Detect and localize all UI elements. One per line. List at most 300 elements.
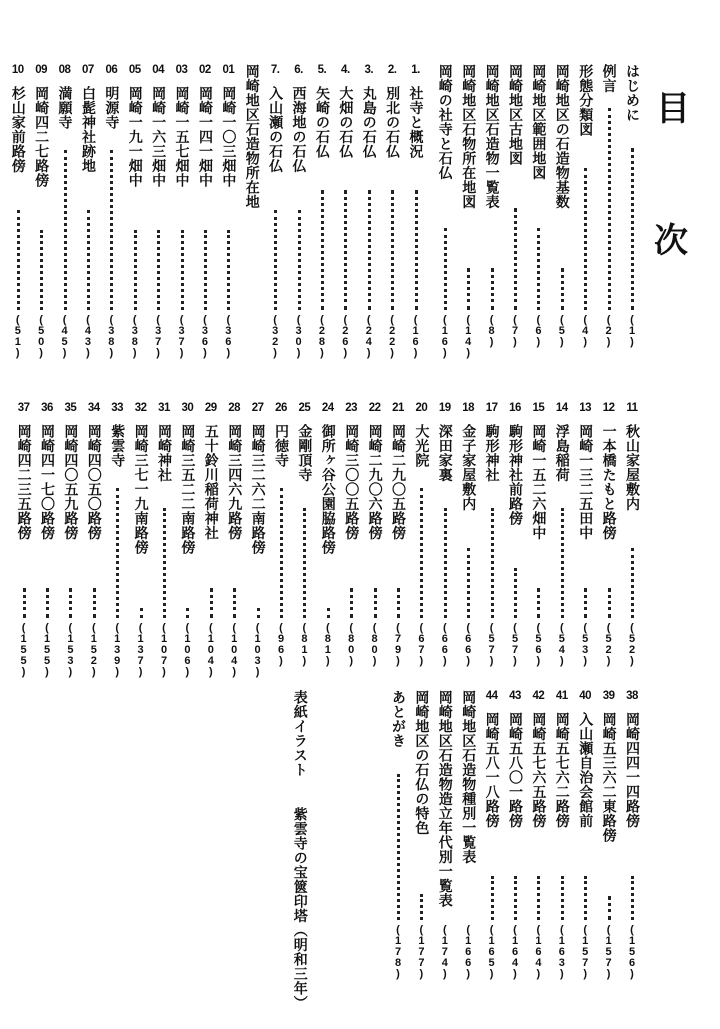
toc-entry[interactable] [435,690,455,1000]
toc-entry-label: 岡崎三〇〇五路傍 [343,424,360,540]
toc-entry-page: (96) [275,622,287,666]
toc-entry[interactable] [382,64,402,390]
toc-dot-leader [584,876,587,920]
toc-dot-leader [561,508,564,618]
toc-entry-page: (139) [111,622,124,677]
toc-entry-label: 岡崎三七一九南路傍 [132,424,149,555]
toc-entry-label: 岡崎地区の石仏の特色 [413,690,430,835]
toc-entry[interactable] [341,402,361,698]
toc-entry-label: 大畑の石仏 [337,86,354,159]
toc-entry[interactable] [388,690,408,1000]
toc-entry-page: (14) [462,314,475,358]
toc-entry[interactable] [411,402,431,698]
toc-entry-number: 23 [345,402,358,414]
toc-entry-number: 18 [462,402,475,414]
toc-entry-number: 40 [579,690,592,702]
toc-entry-label: 秋山家屋敷内 [624,424,640,511]
toc-entry-label: 岡崎地区石造物一覧表 [483,64,500,209]
toc-entry-number: 2. [387,64,397,76]
toc-entry-label: 岡崎四四一四路傍 [624,712,640,828]
toc-entry[interactable] [528,690,548,1000]
toc-dot-leader [491,876,494,920]
toc-entry-page: (137) [134,622,147,677]
toc-entry-page: (37) [175,314,188,358]
toc-entry-number: 39 [602,690,615,702]
toc-entry[interactable] [435,402,455,698]
toc-entry-page: (52) [602,622,615,666]
toc-entry-label: 岡崎一四一畑中 [196,86,213,188]
toc-entry-number: 42 [532,690,545,702]
toc-entry-number: 3. [364,64,374,76]
toc-entry-label: 一本橋たもと路傍 [600,424,617,540]
toc-entry[interactable] [55,64,75,390]
toc-entry[interactable] [411,690,431,1000]
toc-entry-page: (50) [35,314,48,358]
toc-dot-leader [64,150,67,310]
toc-entry-page: (37) [152,314,165,358]
toc-entry-label: 岡崎神社 [156,424,172,482]
toc-entry-page: (36) [198,314,211,358]
toc-entry[interactable] [388,402,408,698]
toc-entry-page: (104) [204,622,217,677]
toc-dot-leader [420,894,423,920]
toc-dot-leader [23,588,26,618]
toc-entry-label: 岡崎四〇五九路傍 [62,424,79,540]
toc-entry-page: (155) [41,622,53,677]
toc-entry-number: 6. [294,64,303,76]
toc-entry-page: (36) [222,314,235,358]
toc-entry-label: 岡崎五八〇一路傍 [507,712,523,828]
toc-dot-leader [415,190,418,310]
toc-entry[interactable] [505,402,525,698]
toc-entry[interactable] [552,64,572,390]
toc-entry-page: (24) [362,314,375,358]
toc-entry-page: (106) [181,622,194,677]
toc-dot-leader [163,508,166,618]
toc-dot-leader [69,588,72,618]
toc-entry-label: 岡崎二九〇六路傍 [366,424,383,540]
toc-entry-number: 31 [158,402,170,414]
toc-entry[interactable] [224,402,244,698]
toc-entry-page: (1) [626,314,638,347]
toc-entry-number: 32 [134,402,147,414]
toc-dot-leader [303,508,306,618]
toc-entry-number: 08 [58,64,71,76]
toc-entry-label: 岡崎地区の石造物基数 [553,64,570,209]
toc-entry-label: 岡崎五三六二東路傍 [600,712,617,843]
toc-dot-leader [584,168,587,310]
toc-entry-page: (5) [555,314,568,347]
toc-dot-leader [397,588,400,618]
toc-entry-number: 38 [626,690,638,702]
toc-entry[interactable] [575,64,595,390]
toc-entry[interactable] [406,64,426,390]
toc-entry[interactable] [505,64,525,390]
toc-entry[interactable] [528,64,548,390]
toc-dot-leader [608,896,611,920]
toc-entry[interactable] [107,402,127,698]
toc-entry-page: (104) [228,622,241,677]
toc-entry[interactable] [154,402,174,698]
toc-dot-leader [491,268,494,310]
toc-entry-page: (152) [87,622,100,677]
toc-entry-label: 別北の石仏 [384,86,401,159]
toc-entry-number: 34 [87,402,100,414]
toc-entry[interactable] [125,64,145,390]
toc-entry-page: (166) [462,924,475,979]
toc-entry-page: (26) [339,314,352,358]
toc-dot-leader [608,588,611,618]
toc-entry-number: 07 [82,64,94,76]
toc-dot-leader [257,608,260,618]
toc-dot-leader [420,488,423,618]
toc-entry-number: 35 [64,402,77,414]
toc-entry[interactable] [505,690,525,1000]
toc-entry-label: 金剛頂寺 [296,424,313,482]
toc-entry-label: 五十鈴川稲荷神社 [202,424,219,540]
toc-entry-label: 岡崎一〇三畑中 [220,86,237,188]
toc-title-char-2: 次 [654,221,688,261]
toc-entry-page: (66) [438,622,451,666]
toc-entry-page: (6) [532,314,545,347]
toc-dot-leader [87,210,90,310]
caption-heading: 表紙イラスト [291,690,308,777]
toc-dot-leader [444,508,447,618]
toc-entry-number: 15 [532,402,545,414]
caption-text: 紫雲寺の宝篋印塔（明和三年） [291,807,308,1010]
toc-entry-label: 岡崎四〇五〇路傍 [85,424,102,540]
toc-entry-page: (80) [368,622,381,666]
toc-entry-page: (177) [415,924,428,979]
toc-entry-label: 岡崎三四六九路傍 [226,424,243,540]
toc-entry-label: 駒形神社 [483,424,500,482]
toc-entry-label: 社寺と概況 [407,86,424,159]
toc-entry-number: 03 [175,64,188,76]
toc-dot-leader [327,608,330,618]
toc-entry-label: 岡崎四二三五路傍 [15,424,32,540]
toc-entry-label: 岡崎三二六二南路傍 [249,424,266,555]
toc-entry-label: 岡崎の社寺と石仏 [436,64,453,180]
toc-dot-leader [210,588,213,618]
cover-illustration-caption [290,690,310,1010]
toc-dot-leader [391,190,394,310]
toc-entry-page: (2) [602,314,615,347]
toc-dot-leader [321,190,324,310]
toc-entry-label: 岡崎地区範囲地図 [530,64,547,180]
toc-dot-leader [298,210,301,310]
toc-dot-leader [537,228,540,310]
toc-entry[interactable] [599,402,619,698]
toc-entry-label: 岡崎三五二二南路傍 [179,424,196,555]
toc-dot-leader [444,228,447,310]
toc-entry-number: 33 [111,402,124,414]
toc-dot-leader [46,588,49,618]
toc-entry[interactable] [101,64,121,390]
toc-entry-label: 岡崎五七六五路傍 [530,712,547,828]
toc-entry-label: 入山瀬の石仏 [267,86,284,173]
toc-entry-label: 岡崎地区石造物種別一覧表 [460,690,477,864]
toc-entry-number: 7. [270,64,280,76]
toc-entry[interactable] [265,64,285,390]
toc-entry-number: 36 [41,402,53,414]
toc-entry-number: 09 [35,64,48,76]
toc-entry-label: 杉山家前路傍 [9,86,26,173]
toc-dot-leader [116,488,119,618]
toc-dot-leader [93,588,96,618]
toc-entry[interactable] [289,64,309,390]
toc-entry-page: (81) [298,622,311,666]
toc-dot-leader [350,588,353,618]
toc-dot-leader [181,230,184,310]
toc-entry-page: (52) [626,622,638,666]
toc-dot-leader [561,268,564,310]
toc-entry-number: 13 [579,402,592,414]
toc-entry[interactable] [482,690,502,1000]
toc-entry-number: 06 [105,64,118,76]
toc-entry-label: 駒形神社前路傍 [507,424,523,526]
toc-dot-leader [537,876,540,920]
toc-entry[interactable] [622,64,642,390]
toc-entry[interactable] [458,402,478,698]
toc-entry[interactable] [599,690,619,1000]
toc-entry[interactable] [177,402,197,698]
toc-entry-page: (28) [315,314,328,358]
toc-entry[interactable] [575,402,595,698]
toc-dot-leader [608,108,611,310]
toc-entry-page: (57) [485,622,498,666]
toc-dot-leader [274,210,277,310]
toc-entry-number: 20 [415,402,428,414]
toc-entry[interactable] [78,64,98,390]
toc-entry[interactable] [195,64,215,390]
toc-entry[interactable] [552,690,572,1000]
toc-entry[interactable] [271,402,291,698]
toc-entry-label: 明源寺 [103,86,120,130]
toc-entry-number: 17 [485,402,498,414]
toc-entry-page: (164) [532,924,545,979]
toc-dot-leader [374,588,377,618]
toc-entry-label: あとがき [390,690,406,748]
toc-entry-label: 満願寺 [56,86,73,130]
toc-entry[interactable] [528,402,548,698]
toc-entry-page: (8) [485,314,498,347]
toc-entry-page: (38) [105,314,118,358]
toc-entry[interactable] [458,690,478,1000]
toc-entry-page: (4) [579,314,592,347]
toc-entry-page: (16) [409,314,422,358]
toc-entry-number: 24 [321,402,334,414]
toc-entry-number: 26 [275,402,287,414]
toc-entry-label: 丸島の石仏 [360,86,377,159]
toc-dot-leader [233,588,236,618]
toc-dot-leader [17,210,20,310]
toc-entry[interactable] [365,402,385,698]
toc-entry-label: 岡崎地区石造物造立年代別一覧表 [436,690,453,908]
toc-entry-page: (156) [626,924,638,979]
toc-entry-number: 4. [341,64,350,76]
toc-entry-label: 円徳寺 [273,424,289,468]
toc-entry-number: 04 [152,64,165,76]
toc-entry[interactable] [8,64,28,390]
toc-entry[interactable] [622,402,642,698]
toc-entry-number: 37 [17,402,30,414]
toc-entry[interactable] [14,402,34,698]
toc-entry-number: 02 [199,64,211,76]
toc-dot-leader [561,876,564,920]
toc-entry-label: 岡崎四一七〇路傍 [39,424,55,540]
toc-dot-leader [186,608,189,618]
toc-entry-page: (43) [81,314,94,358]
toc-entry[interactable] [435,64,455,390]
toc-dot-leader [537,588,540,618]
toc-entry-label: 岡崎二九〇五路傍 [390,424,406,540]
toc-entry-page: (79) [392,622,404,666]
toc-entry-label: 岡崎四二七路傍 [33,86,50,188]
toc-entry[interactable] [359,64,379,390]
toc-dot-leader [227,230,230,310]
toc-entry-page: (165) [485,924,498,979]
toc-entry-number: 16 [509,402,521,414]
toc-entry-page: (57) [509,622,521,666]
toc-entry-page: (80) [345,622,358,666]
toc-entry-number: 43 [509,690,521,702]
toc-entry-label: 西海地の石仏 [290,86,307,173]
toc-entry-label: 岡崎一六三畑中 [150,86,167,188]
toc-entry-number: 27 [251,402,264,414]
toc-entry-label: 大光院 [413,424,430,468]
toc-dot-leader [204,230,207,310]
toc-dot-leader [157,230,160,310]
toc-entry[interactable] [599,64,619,390]
toc-entry[interactable] [335,64,355,390]
toc-entry[interactable] [37,402,57,698]
toc-dot-leader [514,876,517,920]
toc-entry-number: 30 [181,402,194,414]
toc-entry-label: 岡崎地区古地図 [507,64,523,166]
toc-dot-leader [280,488,283,618]
toc-entry-label: 浮島稲荷 [553,424,570,482]
toc-entry[interactable] [60,402,80,698]
toc-entry-page: (157) [602,924,615,979]
toc-entry-number: 41 [555,690,568,702]
toc-entry[interactable] [622,690,642,1000]
toc-entry-page: (157) [579,924,592,979]
toc-entry-page: (51) [11,314,24,358]
toc-entry[interactable] [84,402,104,698]
toc-dot-leader [40,230,43,310]
toc-entry-page: (67) [415,622,428,666]
toc-entry-number: 11 [626,402,638,414]
toc-entry-number: 05 [128,64,141,76]
toc-entry-number: 29 [204,402,217,414]
toc-entry-label: 金子家屋敷内 [460,424,477,511]
toc-entry-page: (155) [17,622,30,677]
toc-entry-page: (174) [438,924,451,979]
toc-entry-label: 白髭神社跡地 [79,86,96,173]
toc-entry-page: (30) [292,314,305,358]
toc-entry-label: 形態分類図 [577,64,594,137]
toc-entry-page: (7) [509,314,521,347]
toc-entry[interactable] [552,402,572,698]
toc-dot-leader [134,230,137,310]
toc-entry-label: はじめに [624,64,640,122]
toc-entry-page: (107) [158,622,170,677]
toc-entry[interactable] [218,64,238,390]
toc-title-char-1: 目 [656,89,690,129]
toc-entry-label: 岡崎一五七畑中 [173,86,190,188]
toc-entry-label: 岡崎地区石物所在地図 [460,64,477,209]
toc-entry-label: 岡崎五八一八路傍 [483,712,500,828]
toc-dot-leader [467,268,470,310]
toc-entry-label: 御所ヶ谷公園脇路傍 [319,424,336,555]
toc-entry-label: 岡崎一九一畑中 [126,86,143,188]
toc-entry[interactable] [294,402,314,698]
toc-entry-number: 28 [228,402,241,414]
toc-entry-number: 10 [11,64,24,76]
toc-dot-leader [631,876,634,920]
toc-entry[interactable] [31,64,51,390]
toc-entry-page: (103) [251,622,264,677]
toc-entry[interactable] [172,64,192,390]
toc-entry[interactable] [131,402,151,698]
toc-dot-leader [584,588,587,618]
toc-entry-page: (38) [128,314,141,358]
toc-dot-leader [631,148,634,310]
toc-entry-page: (32) [269,314,282,358]
toc-entry-page: (22) [386,314,399,358]
toc-entry-number: 19 [438,402,451,414]
toc-entry-label: 例言 [600,64,617,93]
toc-entry-page: (45) [58,314,71,358]
toc-entry[interactable] [248,402,268,698]
toc-entry[interactable] [482,402,502,698]
toc-entry-page: (16) [438,314,451,358]
toc-entry[interactable] [201,402,221,698]
toc-entry-page: (81) [321,622,334,666]
toc-entry[interactable] [458,64,478,390]
toc-dot-leader [397,774,400,920]
toc-entry-label: 深田家裏 [436,424,453,482]
toc-entry[interactable] [312,64,332,390]
toc-entry-number: 22 [368,402,381,414]
toc-dot-leader [491,508,494,618]
toc-entry-label: 岡崎地区石造物所在地 [243,64,260,209]
toc-dot-leader [514,208,517,310]
toc-entry[interactable] [575,690,595,1000]
toc-entry-page: (53) [579,622,592,666]
toc-entry-label: 岡崎五七六二路傍 [553,712,570,828]
toc-entry-label: 岡崎一三二五田中 [577,424,594,540]
toc-entry-page: (163) [555,924,568,979]
toc-entry[interactable] [148,64,168,390]
toc-entry-number: 14 [555,402,568,414]
toc-dot-leader [368,190,371,310]
toc-entry[interactable] [242,64,262,390]
toc-dot-leader [140,608,143,618]
toc-entry-page: (178) [392,924,404,979]
toc-entry-page: (66) [462,622,475,666]
toc-dot-leader [344,190,347,310]
toc-entry-page: (54) [555,622,568,666]
toc-entry[interactable] [482,64,502,390]
toc-entry-number: 21 [392,402,404,414]
toc-entry-label: 紫雲寺 [109,424,126,468]
toc-dot-leader [514,568,517,618]
toc-entry[interactable] [318,402,338,698]
toc-dot-leader [467,548,470,618]
toc-entry-number: 25 [298,402,311,414]
toc-entry-number: 44 [485,690,498,702]
